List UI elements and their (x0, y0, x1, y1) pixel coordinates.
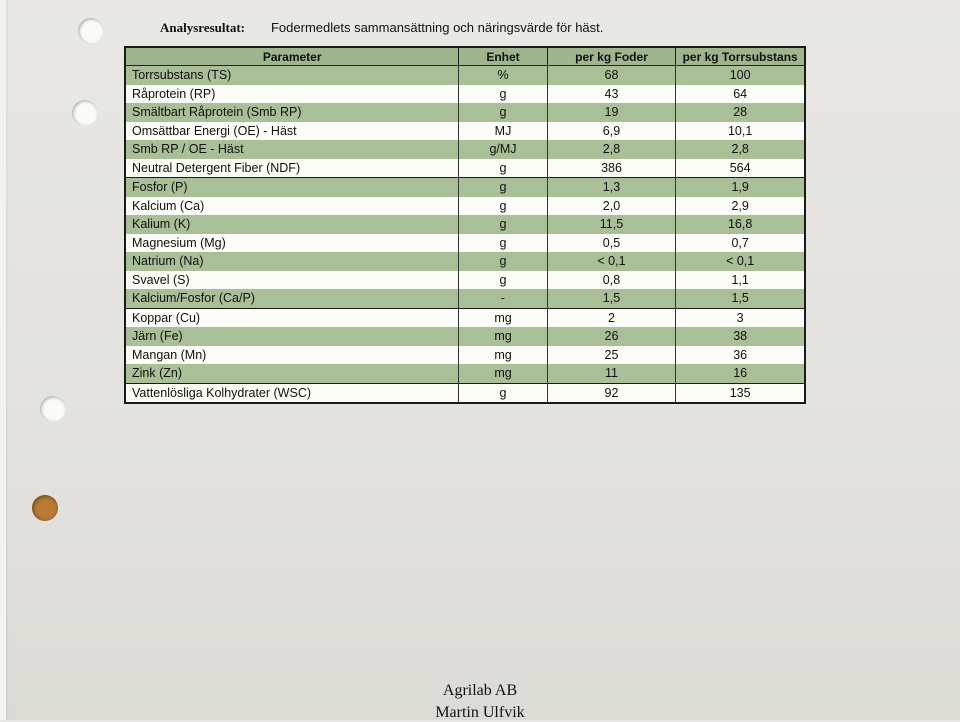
table-cell-parameter: Svavel (S) (125, 271, 459, 290)
binder-hole (32, 495, 58, 521)
table-cell-parameter: Smb RP / OE - Häst (125, 140, 459, 159)
table-cell-unit: g (459, 234, 547, 253)
paper-left-edge (0, 0, 6, 720)
table-cell-unit: - (459, 289, 547, 308)
table-cell-per-kg-dm: 100 (676, 66, 805, 85)
table-cell-unit: % (459, 66, 547, 85)
table-cell-per-kg-dm: 1,5 (676, 289, 805, 308)
table-cell-unit: g (459, 215, 547, 234)
analysis-table (124, 46, 806, 404)
table-cell-per-kg-feed: 92 (547, 383, 676, 403)
table-cell-parameter: Kalium (K) (125, 215, 459, 234)
table-cell-per-kg-dm: 3 (676, 308, 805, 327)
table-row (125, 103, 805, 122)
table-row (125, 159, 805, 178)
table-cell-per-kg-feed: 25 (547, 346, 676, 365)
table-cell-parameter: Smältbart Råprotein (Smb RP) (125, 103, 459, 122)
table-cell-per-kg-dm: 28 (676, 103, 805, 122)
column-header-per-kg-dm: per kg Torrsubstans (676, 47, 805, 66)
column-header-per-kg-feed: per kg Foder (547, 47, 676, 66)
table-cell-unit: mg (459, 327, 547, 346)
table-cell-unit: g (459, 383, 547, 403)
table-cell-unit: g/MJ (459, 140, 547, 159)
table-row (125, 383, 805, 403)
table-cell-per-kg-dm: 564 (676, 159, 805, 178)
table-cell-unit: g (459, 103, 547, 122)
table-cell-unit: g (459, 159, 547, 178)
table-row (125, 308, 805, 327)
table-cell-per-kg-feed: 1,3 (547, 178, 676, 197)
table-cell-parameter: Kalcium (Ca) (125, 197, 459, 216)
table-row (125, 66, 805, 85)
table-row (125, 215, 805, 234)
table-cell-per-kg-feed: 19 (547, 103, 676, 122)
table-cell-per-kg-dm: 1,9 (676, 178, 805, 197)
binder-hole (78, 18, 104, 44)
footer-name: Martin Ulfvik (435, 704, 525, 721)
table-row (125, 271, 805, 290)
table-cell-parameter: Zink (Zn) (125, 364, 459, 383)
table-cell-parameter: Omsättbar Energi (OE) - Häst (125, 122, 459, 141)
table-cell-parameter: Mangan (Mn) (125, 346, 459, 365)
binder-hole (72, 100, 98, 126)
table-row (125, 327, 805, 346)
table-cell-per-kg-feed: 6,9 (547, 122, 676, 141)
table-row (125, 289, 805, 308)
table-cell-parameter: Järn (Fe) (125, 327, 459, 346)
table-cell-per-kg-feed: 11 (547, 364, 676, 383)
table-cell-per-kg-feed: 1,5 (547, 289, 676, 308)
table-cell-parameter: Natrium (Na) (125, 252, 459, 271)
column-header-unit: Enhet (459, 47, 547, 66)
table-cell-per-kg-dm: 16,8 (676, 215, 805, 234)
table-row (125, 140, 805, 159)
table-cell-per-kg-feed: 11,5 (547, 215, 676, 234)
table-cell-unit: g (459, 197, 547, 216)
table-cell-per-kg-feed: 386 (547, 159, 676, 178)
table-cell-parameter: Råprotein (RP) (125, 85, 459, 104)
table-cell-per-kg-dm: 10,1 (676, 122, 805, 141)
table-row (125, 122, 805, 141)
table-cell-per-kg-feed: 0,8 (547, 271, 676, 290)
table-cell-unit: mg (459, 346, 547, 365)
table-cell-per-kg-dm: 2,8 (676, 140, 805, 159)
table-cell-per-kg-feed: 2,8 (547, 140, 676, 159)
table-cell-unit: mg (459, 364, 547, 383)
heading-label: Analysresultat: (160, 20, 245, 35)
table-cell-per-kg-feed: 68 (547, 66, 676, 85)
table-cell-per-kg-dm: 36 (676, 346, 805, 365)
table-row (125, 234, 805, 253)
table-cell-per-kg-feed: 43 (547, 85, 676, 104)
table-row (125, 252, 805, 271)
table-cell-unit: MJ (459, 122, 547, 141)
table-cell-parameter: Vattenlösliga Kolhydrater (WSC) (125, 383, 459, 403)
table-cell-parameter: Kalcium/Fosfor (Ca/P) (125, 289, 459, 308)
table-header-row (125, 47, 805, 66)
table-cell-parameter: Torrsubstans (TS) (125, 66, 459, 85)
table-cell-per-kg-dm: 64 (676, 85, 805, 104)
table-cell-per-kg-dm: 38 (676, 327, 805, 346)
table-cell-per-kg-feed: < 0,1 (547, 252, 676, 271)
table-row (125, 197, 805, 216)
table-cell-parameter: Fosfor (P) (125, 178, 459, 197)
binder-hole (40, 396, 66, 422)
table-cell-per-kg-dm: 16 (676, 364, 805, 383)
table-cell-unit: g (459, 178, 547, 197)
heading-title: Fodermedlets sammansättning och näringsvärde för häst. (270, 20, 604, 35)
document-heading (160, 20, 603, 36)
table-cell-per-kg-feed: 2,0 (547, 197, 676, 216)
table-cell-unit: mg (459, 308, 547, 327)
table-cell-per-kg-dm: < 0,1 (676, 252, 805, 271)
table-cell-per-kg-feed: 26 (547, 327, 676, 346)
table-row (125, 85, 805, 104)
table-cell-parameter: Magnesium (Mg) (125, 234, 459, 253)
table-cell-per-kg-dm: 0,7 (676, 234, 805, 253)
table-cell-per-kg-feed: 0,5 (547, 234, 676, 253)
table-cell-per-kg-dm: 135 (676, 383, 805, 403)
table-cell-unit: g (459, 271, 547, 290)
table-cell-per-kg-dm: 2,9 (676, 197, 805, 216)
table-cell-parameter: Koppar (Cu) (125, 308, 459, 327)
table-cell-per-kg-feed: 2 (547, 308, 676, 327)
table-cell-unit: g (459, 85, 547, 104)
table-cell-parameter: Neutral Detergent Fiber (NDF) (125, 159, 459, 178)
table-cell-unit: g (459, 252, 547, 271)
table-row (125, 346, 805, 365)
column-header-parameter: Parameter (125, 47, 459, 66)
table-row (125, 364, 805, 383)
footer-company: Agrilab AB (442, 682, 518, 699)
table-row (125, 178, 805, 197)
table-cell-per-kg-dm: 1,1 (676, 271, 805, 290)
